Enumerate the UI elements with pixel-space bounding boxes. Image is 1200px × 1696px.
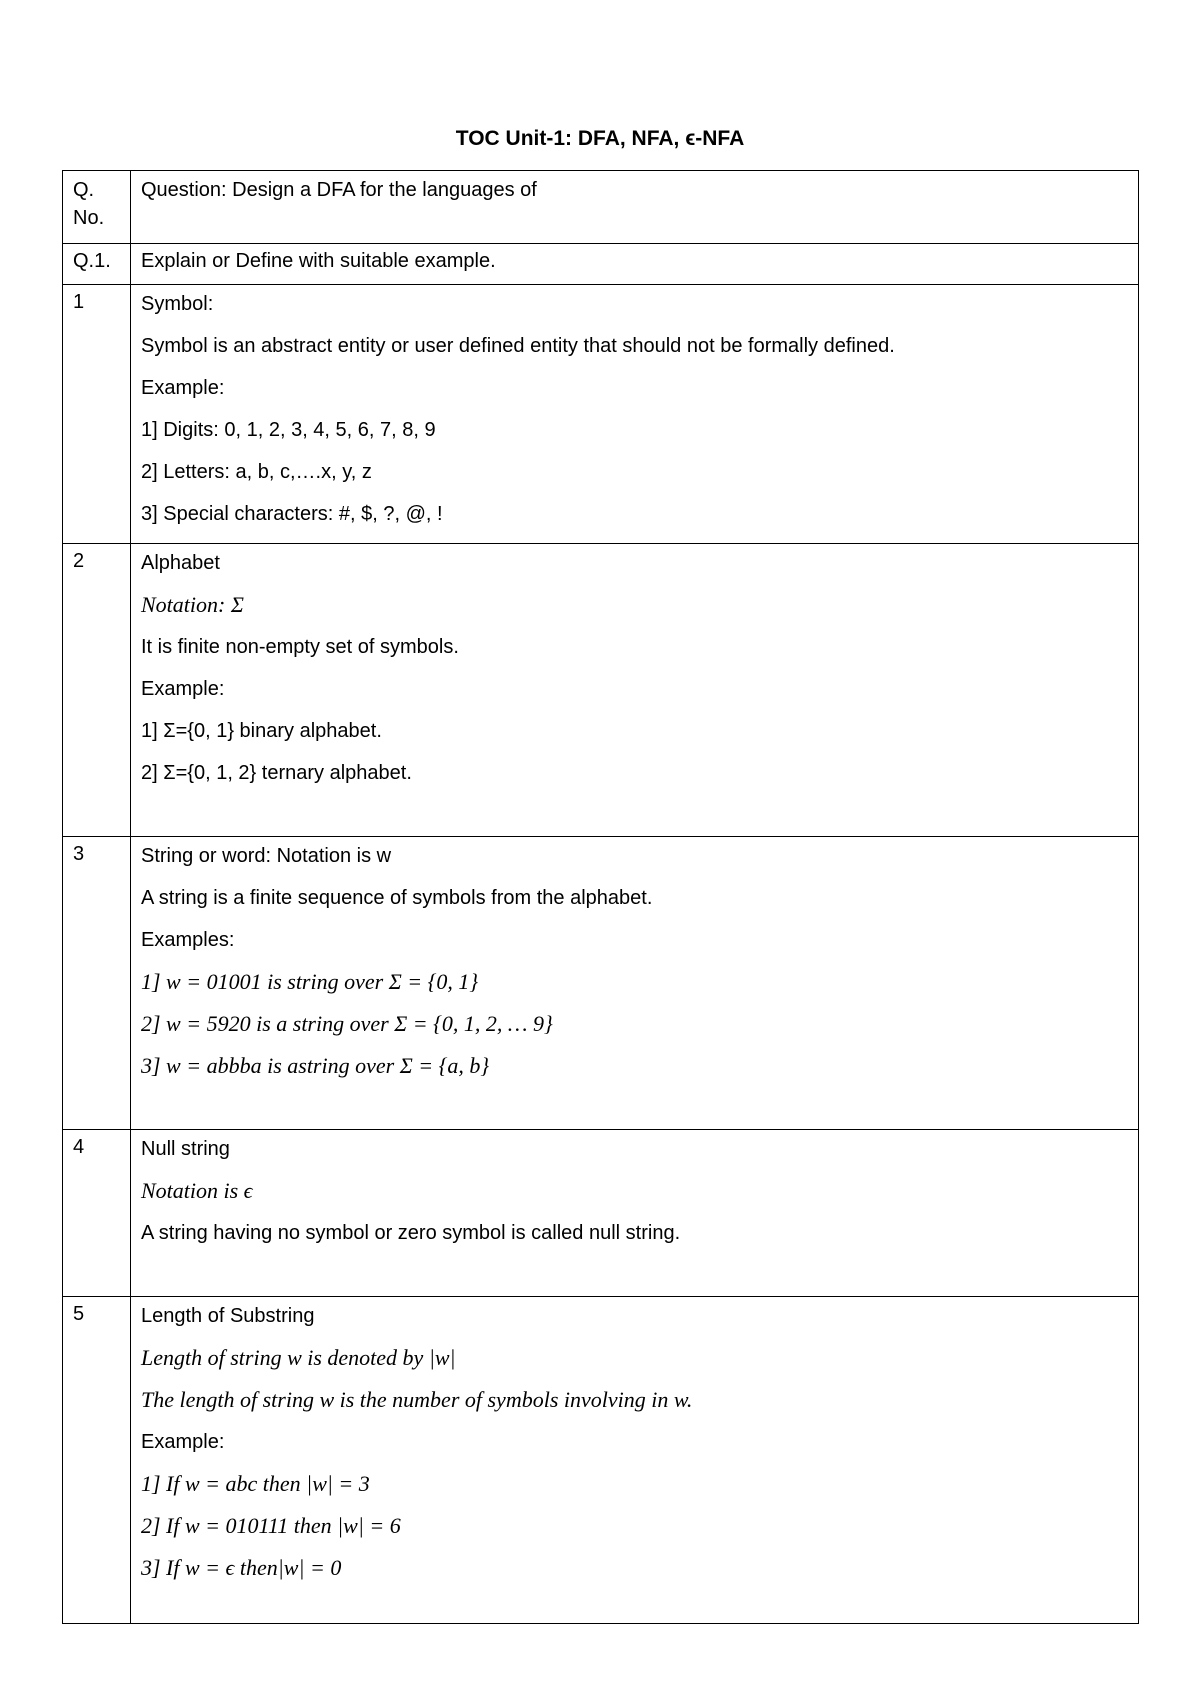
table-row [63,837,1139,1130]
row-content [131,837,1139,1130]
row-line: Example: [141,377,225,399]
row-number: 3 [63,837,131,1130]
row-line: The length of string w is the number of symbols involving in w. [141,1387,693,1412]
subheader-qno: Q.1. [63,244,131,285]
row-line: 3] Special characters: #, $, ?, @, ! [141,503,443,525]
page-title: TOC Unit-1: DFA, NFA, ϵ-NFA [455,127,745,150]
table-row [63,285,1139,544]
question-table [62,170,1139,1624]
row-line: A string is a finite sequence of symbols from the alphabet. [141,887,653,909]
row-line: Length of string w is denoted by |w| [141,1345,456,1370]
row-heading: Symbol: [141,293,214,315]
row-content [131,285,1139,544]
table-header-row [63,171,1139,244]
row-line: It is finite non-empty set of symbols. [141,636,459,658]
row-content [131,544,1139,837]
row-content [131,1130,1139,1297]
row-line: 3] If w = ϵ then|w| = 0 [141,1555,342,1580]
question-header-text: Question: Design a DFA for the languages of [141,179,537,201]
row-line: 2] Σ={0, 1, 2} ternary alphabet. [141,762,412,784]
row-heading: Null string [141,1138,230,1160]
row-line: 1] w = 01001 is string over Σ = {0, 1} [141,969,479,994]
table-row [63,544,1139,837]
qno-header-line2: No. [73,207,105,229]
row-line: 1] If w = abc then |w| = 3 [141,1471,370,1496]
row-line: A string having no symbol or zero symbol is called null string. [141,1222,681,1244]
row-content [131,1297,1139,1624]
row-heading: Alphabet [141,552,220,574]
row-line: Examples: [141,929,235,951]
subheader-text: Explain or Define with suitable example. [131,244,1139,285]
row-line: Example: [141,678,225,700]
row-number: 5 [63,1297,131,1624]
table-subheader-row [63,244,1139,285]
row-line: Notation: Σ [141,592,244,617]
row-number: 2 [63,544,131,837]
row-line: 1] Σ={0, 1} binary alphabet. [141,720,382,742]
table-row [63,1297,1139,1624]
question-header-cell [131,171,1139,244]
row-line: 2] w = 5920 is a string over Σ = {0, 1, 2, … 9} [141,1011,553,1036]
row-number: 4 [63,1130,131,1297]
row-line: Example: [141,1431,225,1453]
qno-header-line1: Q. [73,179,95,201]
qno-header-cell [63,171,131,244]
row-line: 1] Digits: 0, 1, 2, 3, 4, 5, 6, 7, 8, 9 [141,419,436,441]
table-row [63,1130,1139,1297]
row-number: 1 [63,285,131,544]
row-line: 2] If w = 010111 then |w| = 6 [141,1513,401,1538]
row-heading: String or word: Notation is w [141,845,392,867]
row-heading: Length of Substring [141,1305,315,1327]
row-line: 3] w = abbba is astring over Σ = {a, b} [141,1053,490,1078]
row-line: 2] Letters: a, b, c,….x, y, z [141,461,372,483]
row-line: Notation is ϵ [141,1178,253,1203]
row-line: Symbol is an abstract entity or user defined entity that should not be formally defined. [141,335,895,357]
